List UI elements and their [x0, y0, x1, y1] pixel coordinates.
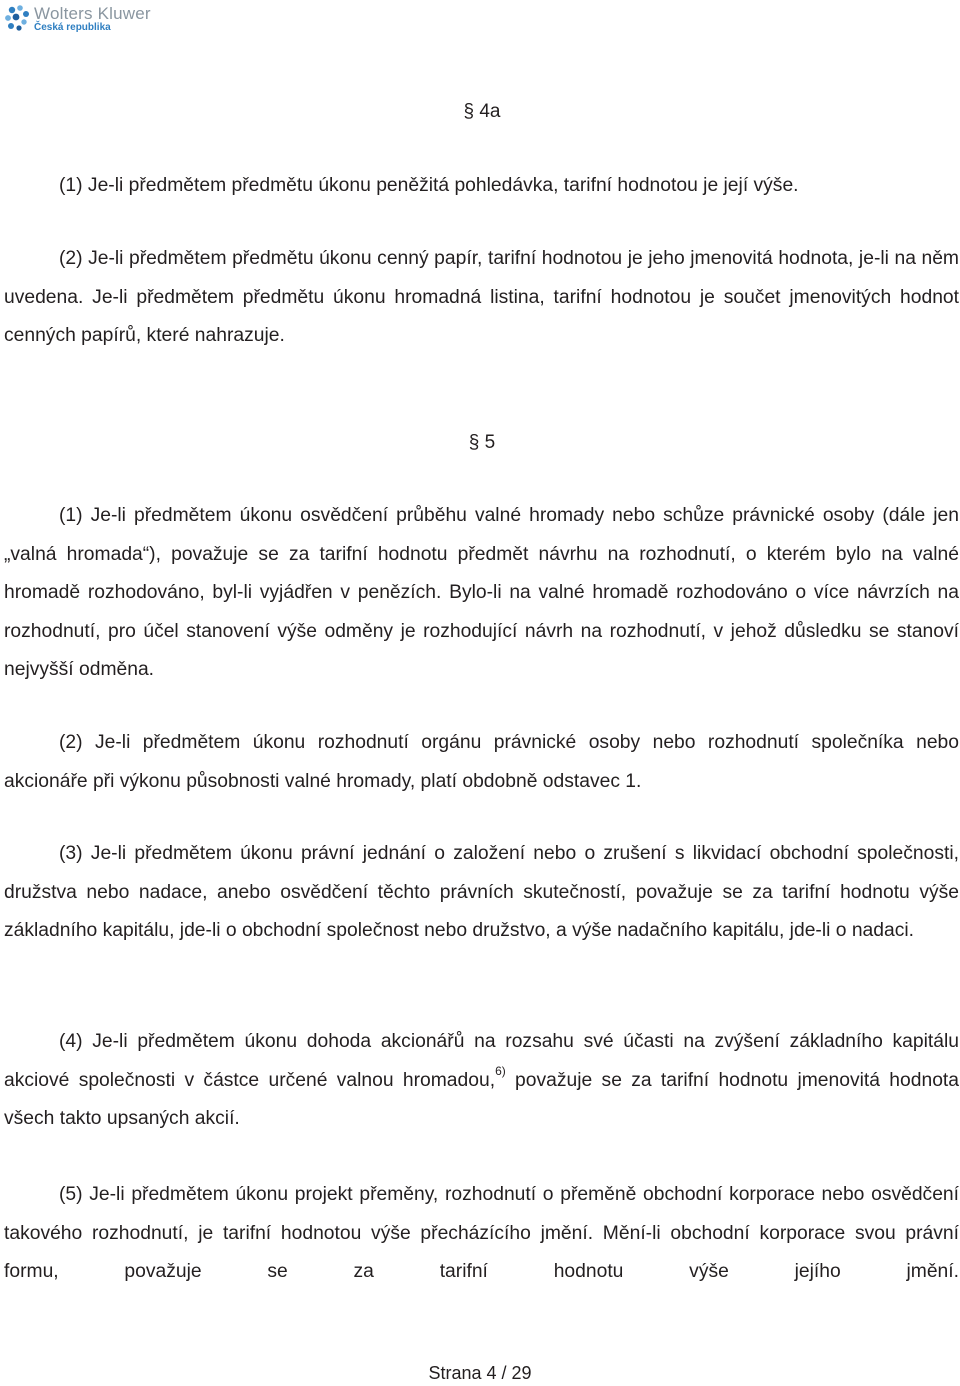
section-heading-5-text: § 5	[468, 432, 496, 453]
page-footer	[0, 1363, 960, 1384]
page-number: Strana 4 / 29	[428, 1363, 532, 1383]
section-heading-4a	[0, 101, 960, 123]
paragraph-5-5: (5) Je-li předmětem úkonu projekt přeměny, rozhodnutí o přeměně obchodní korporace nebo osvědčení takového rozhodnutí, je tarifní hodnotou výše přecházícího jmění. Mění-li obchodní korporace svou právní formu, považuje se za tarifní hodnotu výše jejího jmění.	[4, 1184, 959, 1283]
paragraph-5-1: (1) Je-li předmětem úkonu osvědčení průběhu valné hromady nebo schůze právnické osoby (dále jen „valná hromada“), považuje se za tarifní hodnotu předmět návrhu na rozhodnutí, o kterém bylo na valné hromadě rozhodováno, byl-li vyjádřen v penězích. Bylo-li na valné hromadě rozhodováno o více návrzích na rozhodnutí, pro účel stanovení výše odměny je rozhodující návrh na rozhodnutí, v jehož důsledku se stanoví nejvyšší odměna.	[4, 505, 959, 681]
paragraph-5-3: (3) Je-li předmětem úkonu právní jednání o založení nebo o zrušení s likvidací obchodní společnosti, družstva nebo nadace, anebo osvědčení těchto právních skutečností, považuje se za tarifní hodnotu výše základního kapitálu, jde-li o obchodní společnost nebo družstvo, a výše nadačního kapitálu, jde-li o nadaci.	[4, 843, 959, 942]
publisher-logo	[3, 2, 151, 36]
section-heading-5	[0, 432, 960, 454]
section-heading-4a-text: § 4a	[463, 101, 501, 122]
paragraph-5-2: (2) Je-li předmětem úkonu rozhodnutí orgánu právnické osoby nebo rozhodnutí společníka nebo akcionáře při výkonu působnosti valné hromady, platí obdobně odstavec 1.	[4, 732, 959, 792]
logo-name: Wolters Kluwer	[34, 4, 151, 23]
paragraph-5-4	[4, 1023, 959, 1139]
paragraph-4a-1: (1) Je-li předmětem předmětu úkonu peněžitá pohledávka, tarifní hodnotou je její výše.	[59, 175, 799, 196]
logo-subtitle: Česká republika	[34, 22, 111, 33]
wolters-kluwer-logo-icon	[3, 4, 31, 34]
paragraph-5-4-text-end: považuje se za tarifní hodnotu jmenovitá hodnota všech takto upsaných akcií.	[4, 1069, 959, 1130]
footnote-reference[interactable]: 6)	[495, 1064, 506, 1079]
paragraph-4a-2: (2) Je-li předmětem předmětu úkonu cenný papír, tarifní hodnotou je jeho jmenovitá hodnota, je-li na něm uvedena. Je-li předmětem předmětu úkonu hromadná listina, tarifní hodnotou je součet jmenovitých hodnot cenných papírů, které nahrazuje.	[4, 248, 959, 347]
paragraph-5-4-text-start: (4) Je-li předmětem úkonu dohoda akcionářů na rozsahu své účasti na zvýšení základního kapitálu akciové společnosti v částce určené valnou hromadou,	[4, 1031, 959, 1091]
